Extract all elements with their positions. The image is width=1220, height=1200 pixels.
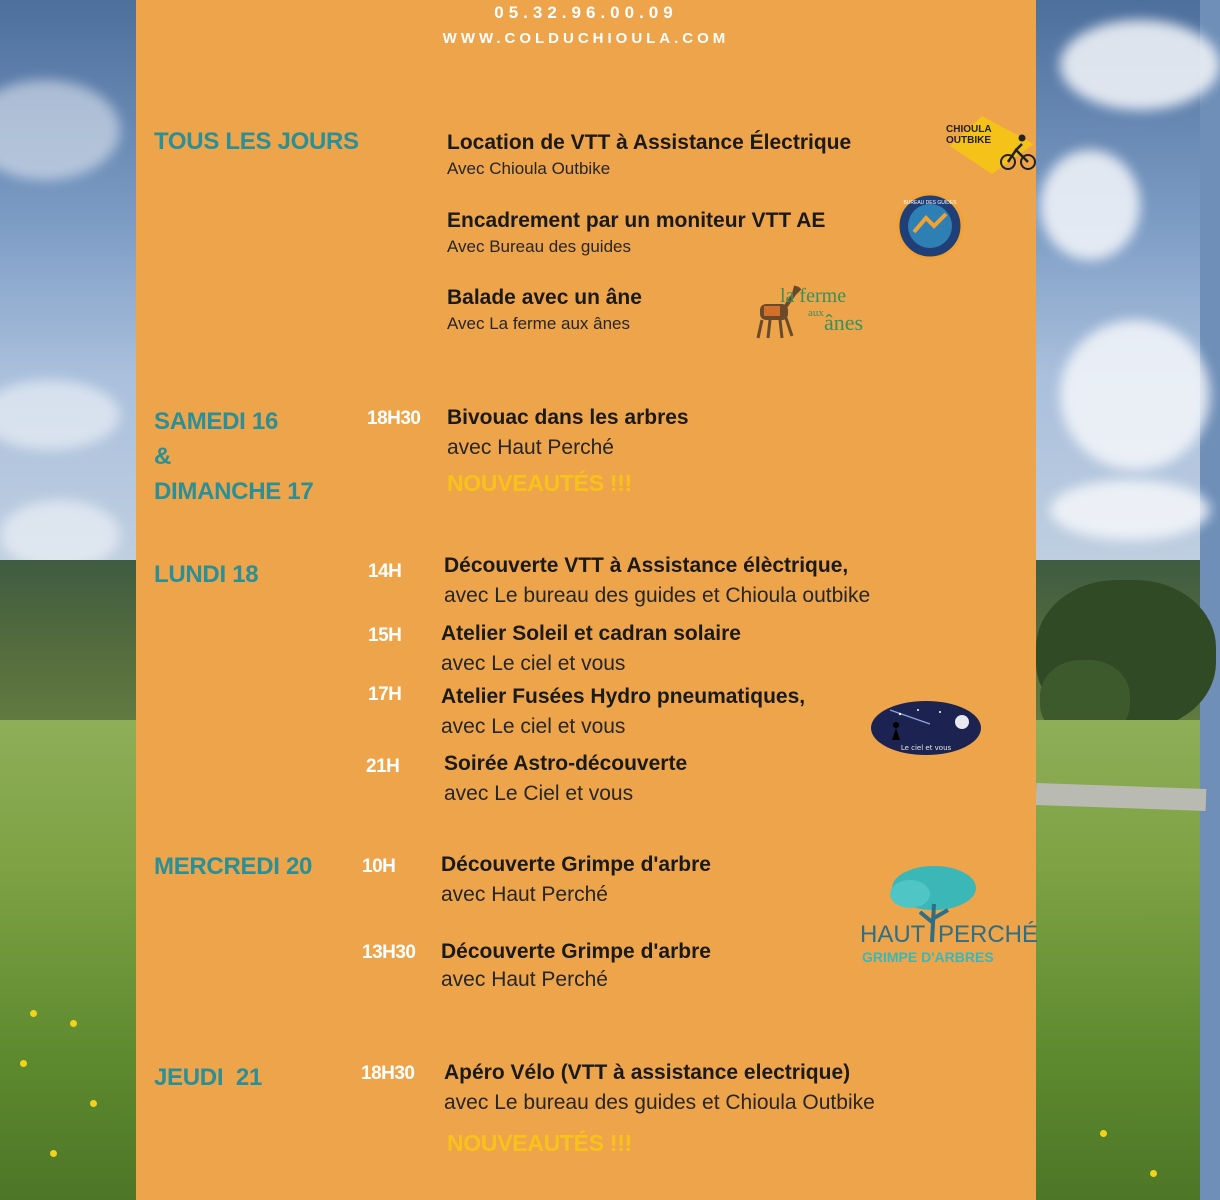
day-label-and: & (154, 443, 172, 470)
event-time: 18H30 (361, 1063, 415, 1084)
event-sub: avec Le bureau des guides et Chioula Outbike (444, 1091, 875, 1114)
event-title: Location de VTT à Assistance Électrique (447, 131, 852, 154)
logo-text: PERCHÉ (938, 921, 1039, 948)
event-title: Encadrement par un moniteur VTT AE (447, 209, 826, 232)
event-title: Soirée Astro-découverte (444, 752, 688, 775)
event-time: 14H (368, 561, 402, 582)
flower (1100, 1130, 1107, 1137)
logo-text: ânes (824, 310, 864, 335)
day-label-wednesday: MERCREDI 20 (154, 853, 313, 880)
event-time: 15H (368, 625, 402, 646)
event-title: Atelier Fusées Hydro pneumatiques, (441, 685, 806, 708)
new-badge: NOUVEAUTÉS !!! (447, 1130, 632, 1156)
event-title: Découverte Grimpe d'arbre (441, 853, 711, 876)
event-sub: avec Le Ciel et vous (444, 782, 634, 805)
contact-phone: 05.32.96.00.09 (494, 3, 678, 22)
new-badge: NOUVEAUTÉS !!! (447, 470, 632, 496)
logo-text: CHIOULA (946, 124, 992, 135)
event-title: Atelier Soleil et cadran solaire (441, 622, 741, 645)
event-title: Bivouac dans les arbres (447, 406, 689, 429)
event-time: 10H (362, 856, 396, 877)
flower (20, 1060, 27, 1067)
flower (50, 1150, 57, 1157)
cloud (1050, 480, 1210, 540)
cloud (1040, 150, 1140, 260)
event-sub: Avec Chioula Outbike (447, 159, 611, 178)
event-sub: avec Haut Perché (441, 883, 608, 906)
logo-text: OUTBIKE (946, 135, 991, 146)
schedule-panel (136, 0, 1039, 1200)
logo-text: BUREAU DES GUIDES (903, 200, 957, 206)
logo-text: HAUT (860, 921, 926, 948)
event-time: 18H30 (367, 408, 421, 429)
cloud (1060, 20, 1220, 110)
event-sub: avec Le bureau des guides et Chioula outbike (444, 584, 871, 607)
day-label-thursday: JEUDI 21 (154, 1064, 263, 1091)
logo-text: aux (808, 307, 824, 319)
event-sub: Avec La ferme aux ânes (447, 314, 631, 333)
event-title: Découverte Grimpe d'arbre (441, 940, 711, 963)
logo-text: GRIMPE D'ARBRES (862, 949, 994, 965)
event-time: 13H30 (362, 942, 416, 963)
day-label-saturday: SAMEDI 16 (154, 408, 279, 435)
flower (90, 1100, 97, 1107)
logo-text: Le ciel et vous (900, 744, 952, 752)
chioula-outbike-logo (942, 110, 1036, 176)
event-title: Balade avec un âne (447, 286, 642, 309)
event-title: Découverte VTT à Assistance élèctrique, (444, 554, 849, 577)
day-label-monday: LUNDI 18 (154, 561, 259, 588)
event-time: 21H (366, 756, 400, 777)
ciel-et-vous-logo (870, 700, 982, 756)
contact-website[interactable]: WWW.COLDUCHIOULA.COM (442, 30, 730, 47)
event-sub: Avec Bureau des guides (447, 237, 631, 256)
day-label-sunday: DIMANCHE 17 (154, 478, 314, 505)
cloud (1060, 320, 1210, 470)
logo-text: la ferme (780, 285, 847, 307)
event-sub: avec Le ciel et vous (441, 652, 626, 675)
event-sub: avec Le ciel et vous (441, 715, 626, 738)
ferme-aux-anes-logo (752, 282, 874, 342)
event-title: Apéro Vélo (VTT à assistance electrique) (444, 1061, 851, 1084)
event-sub: avec Haut Perché (441, 968, 608, 991)
bureau-des-guides-logo (896, 192, 964, 260)
flower (70, 1020, 77, 1027)
flower (1150, 1170, 1157, 1177)
event-sub: avec Haut Perché (447, 436, 614, 459)
day-label-daily: TOUS LES JOURS (154, 128, 359, 155)
event-time: 17H (368, 684, 402, 705)
haut-perche-logo (858, 864, 1039, 968)
flower (30, 1010, 37, 1017)
